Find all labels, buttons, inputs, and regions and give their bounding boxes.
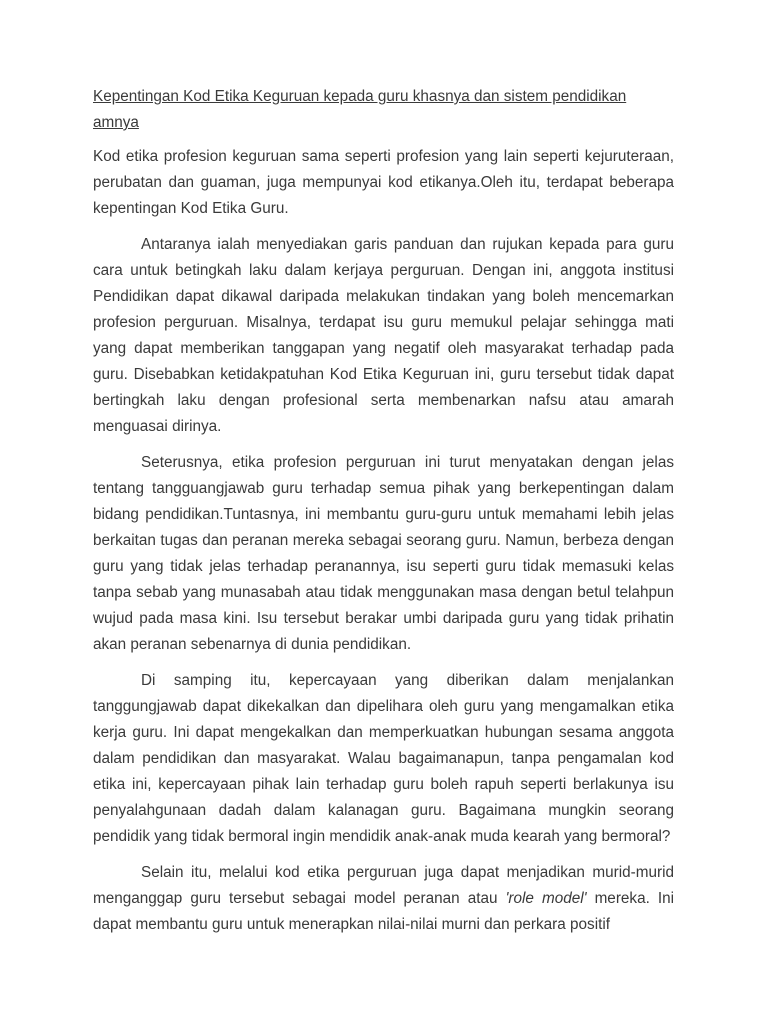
document-body	[93, 84, 674, 948]
paragraph-2: Antaranya ialah menyediakan garis panduan dan rujukan kepada para guru cara untuk betingkah laku dalam kerjaya perguruan. Dengan ini, anggota institusi Pendidikan dapat dikawal daripada melakukan tindakan yang boleh mencemarkan profesion perguruan. Misalnya, terdapat isu guru memukul pelajar sehingga mati yang dapat memberikan tanggapan yang negatif oleh masyarakat terhadap pada guru. Disebabkan ketidakpatuhan Kod Etika Keguruan ini, guru tersebut tidak dapat bertingkah laku dengan profesional serta membenarkan nafsu atau amarah menguasai dirinya.	[93, 236, 674, 435]
document-title: Kepentingan Kod Etika Keguruan kepada guru khasnya dan sistem pendidikan amnya	[93, 88, 627, 131]
paragraph-3: Seterusnya, etika profesion perguruan ini turut menyatakan dengan jelas tentang tangguangjawab guru terhadap semua pihak yang berkepentingan dalam bidang pendidikan.Tuntasnya, ini membantu guru-guru untuk memahami lebih jelas berkaitan tugas dan peranan mereka sebagai seorang guru. Namun, berbeza dengan guru yang tidak jelas terhadap peranannya, isu seperti guru tidak memasuki kelas tanpa sebab yang munasabah atau tidak menggunakan masa dengan betul telahpun wujud pada masa kini. Isu tersebut berakar umbi daripada guru yang tidak prihatin akan peranan sebenarnya di dunia pendidikan.	[93, 454, 674, 653]
paragraph-5-text-after: mereka. Ini dapat membantu guru untuk menerapkan nilai-nilai murni dan perkara positif	[93, 890, 675, 933]
paragraph-4: Di samping itu, kepercayaan yang diberikan dalam menjalankan tanggungjawab dapat dikekalkan dan dipelihara oleh guru yang mengamalkan etika kerja guru. Ini dapat mengekalkan dan memperkuatkan hubungan sesama anggota dalam pendidikan dan masyarakat. Walau bagaimanapun, tanpa pengamalan kod etika ini, kepercayaan pihak lain terhadap guru boleh rapuh seperti berlakunya isu penyalahgunaan dadah dalam kalanagan guru. Bagaimana mungkin seorang pendidik yang tidak bermoral ingin mendidik anak-anak muda kearah yang bermoral?	[93, 672, 674, 845]
paragraph-1: Kod etika profesion keguruan sama seperti profesion yang lain seperti kejuruteraan, perubatan dan guaman, juga mempunyai kod etikanya.Oleh itu, terdapat beberapa kepentingan Kod Etika Guru.	[93, 148, 674, 217]
paragraph-5-italic-term: 'role model'	[505, 890, 587, 907]
paragraph-5	[93, 860, 674, 938]
paragraph-5-text-before: Selain itu, melalui kod etika perguruan juga dapat menjadikan murid-murid menganggap guru tersebut sebagai model peranan atau	[93, 864, 674, 907]
